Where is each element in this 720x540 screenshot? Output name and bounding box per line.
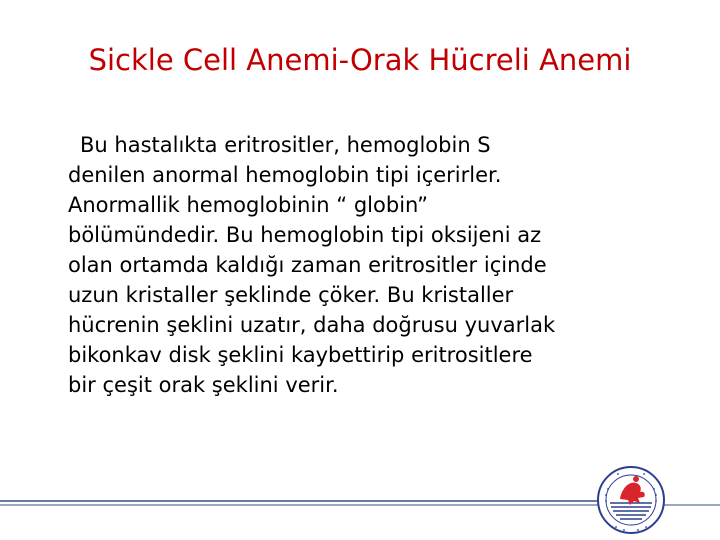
body-line-3: Anormallik hemoglobinin “ globin” [68, 193, 429, 217]
body-line-5: olan ortamda kaldığı zaman eritrositler içinde [68, 253, 547, 277]
body-line-8: bikonkav disk şeklini kaybettirip eritrositlere [68, 343, 533, 367]
body-line-6: uzun kristaller şeklinde çöker. Bu kristaller [68, 283, 514, 307]
body-line-7: hücrenin şeklini uzatır, daha doğrusu yuvarlak [68, 313, 556, 337]
slide-body [68, 130, 698, 400]
body-line-1: Bu hastalıkta eritrositler, hemoglobin S [80, 133, 491, 157]
slide-title: Sickle Cell Anemi-Orak Hücreli Anemi [88, 43, 632, 77]
body-line-4: bölümündedir. Bu hemoglobin tipi oksijeni az [68, 223, 542, 247]
university-seal-icon [596, 465, 666, 535]
body-line-9: bir çeşit orak şeklini verir. [68, 373, 339, 397]
body-line-2: denilen anormal hemoglobin tipi içerirler. [68, 163, 502, 187]
